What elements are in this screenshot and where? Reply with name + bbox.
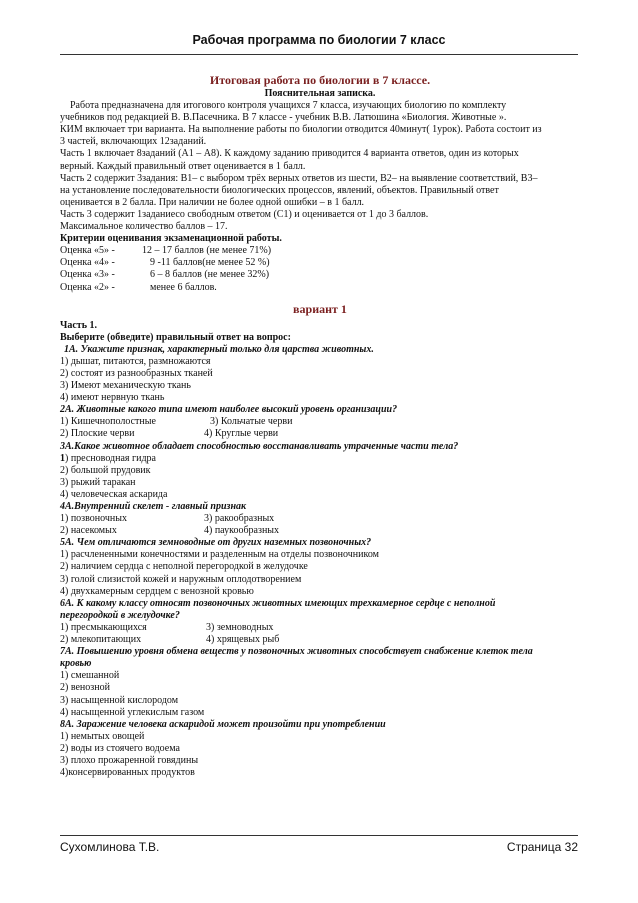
footer-author: Сухомлинова Т.В.	[60, 840, 160, 854]
answer-option: 3) голой слизистой кожей и наружным оплодотворением	[60, 573, 302, 585]
answer-option: 1) немытых овощей	[60, 730, 145, 742]
answer-option: 2) воды из стоячего водоема	[60, 742, 180, 754]
answer-option: 2) Плоские черви	[60, 428, 135, 440]
question-7: 7А. Повышению уровня обмена веществ у позвоночных животных способствует снабжение клеток тела	[60, 646, 533, 658]
question-4: 4А.Внутренний скелет - главный признак	[60, 501, 247, 512]
answer-option: 3) ракообразных	[204, 513, 275, 525]
answer-row	[60, 416, 580, 428]
question-6-cont: перегородкой в желудочке?	[60, 609, 180, 621]
answer-option: 3) насыщенной кислородом	[60, 694, 179, 706]
answer-option: 2) большой прудовик	[60, 464, 151, 476]
instruction: Выберите (обведите) правильный ответ на вопрос:	[60, 331, 291, 343]
footer-page-number: Страница 32	[506, 840, 578, 854]
answer-option: 2) состоят из разнообразных тканей	[60, 367, 213, 379]
answer-option: 4) паукообразных	[204, 525, 280, 537]
intro-line: 3 частей, включающих 12заданий.	[60, 136, 207, 148]
question-5: 5А. Чем отличаются земноводные от других наземных позвоночных?	[60, 537, 372, 549]
answer-option: 4) хрящевых рыб	[206, 634, 280, 646]
page-header: Рабочая программа по биологии 7 класс	[192, 33, 446, 47]
intro-line: Часть 1 включает 8заданий (А1 – А8). К каждому заданию приводится 4 варианта ответов, один из которых	[60, 148, 519, 160]
grade-range: менее 6 баллов.	[150, 281, 217, 293]
question-7-cont: кровью	[60, 658, 92, 670]
answer-option: 1) позвоночных	[60, 513, 127, 525]
part-heading: Часть 1.	[60, 319, 97, 331]
answer-option: 3) земноводных	[206, 621, 274, 633]
grade-label: Оценка «3» -	[60, 269, 115, 281]
question-8: 8А. Заражение человека аскаридой может произойти при употреблении	[60, 718, 386, 730]
grade-label: Оценка «5» -	[60, 245, 115, 257]
document-subtitle: Пояснительная записка.	[264, 88, 376, 99]
intro-line: Часть 3 содержит 1заданиесо свободным ответом (С1) и оценивается от 1 до 3 баллов.	[60, 208, 429, 220]
grade-range: 6 – 8 баллов (не менее 32%)	[150, 269, 270, 281]
answer-option: 2) венозной	[60, 682, 110, 694]
answer-row	[60, 622, 580, 634]
answer-option: 4)консервированных продуктов	[60, 767, 195, 779]
intro-line: Работа предназначена для итогового контроля учащихся 7 класса, изучающих биологию по комплекту	[70, 100, 507, 112]
answer-option: 3) плохо прожаренной говядины	[60, 754, 199, 766]
intro-line: Часть 2 содержит 3задания: В1– с выбором трёх верных ответов из шести, В2– на выявление соответствий, В3–	[60, 172, 538, 184]
question-6: 6А. К какому классу относят позвоночных животных имеющих трехкамерное сердце с неполной	[60, 597, 496, 609]
answer-row	[60, 525, 580, 537]
answer-option: 2) насекомых	[60, 525, 117, 537]
grade-label: Оценка «4» -	[60, 257, 115, 269]
answer-text: ) пресноводная гидра	[65, 452, 156, 464]
criteria-title: Критерии оценивания экзаменационной работы.	[60, 233, 282, 245]
answer-row	[60, 428, 580, 440]
grade-row	[60, 245, 580, 257]
answer-option: 1) пресмыкающихся	[60, 621, 147, 633]
intro-line: КИМ включает три варианта. На выполнение работы по биологии отводится 40минут( 1урок). Работа состоит из	[60, 124, 542, 136]
intro-line: оценивается в 2 балла. При наличии не более одной ошибки – в 1 балл.	[60, 196, 365, 208]
document-title: Итоговая работа по биологии в 7 классе.	[209, 73, 431, 87]
answer-row	[60, 634, 580, 646]
answer-option: 4) двухкамерным сердцем с венозной кровью	[60, 585, 254, 597]
answer-option: 4) Круглые черви	[204, 428, 279, 440]
answer-option: 4) человеческая аскарида	[60, 488, 168, 500]
intro-line: Максимальное количество баллов – 17.	[60, 221, 228, 233]
grade-row	[60, 269, 580, 281]
grade-range: 12 – 17 баллов (не менее 71%)	[142, 245, 272, 257]
page-content	[60, 72, 580, 779]
question-1: 1А. Укажите признак, характерный только для царства животных.	[64, 343, 374, 355]
question-3: 3А.Какое животное обладает способностью восстанавливать утраченные части тела?	[60, 440, 459, 452]
answer-option: 1) Кишечнополостные	[60, 416, 156, 428]
footer-divider	[60, 835, 578, 836]
answer-option: 2) млекопитающих	[60, 634, 142, 646]
question-2: 2А. Животные какого типа имеют наиболее высокий уровень организации?	[60, 404, 398, 416]
grade-label: Оценка «2» -	[60, 281, 115, 293]
answer-option: 3) Имеют механическую ткань	[60, 380, 191, 392]
answer-option: 1) дышат, питаются, размножаются	[60, 355, 211, 367]
answer-option: 1) смешанной	[60, 670, 120, 682]
answer-option: 1) расчлененными конечностями и разделенным на отделы позвоночником	[60, 549, 379, 561]
answer-option	[60, 453, 580, 465]
header-divider	[60, 54, 578, 55]
answer-row	[60, 513, 580, 525]
intro-line: на установление последовательности биологических процессов, явлений, объектов. Правильный ответ	[60, 184, 499, 196]
intro-line: верный. Каждый правильный ответ оценивается в 1 балл.	[60, 160, 306, 172]
variant-heading: вариант 1	[293, 301, 347, 316]
grade-range: 9 -11 баллов(не менее 52 %)	[150, 257, 270, 269]
answer-number: 1	[60, 452, 65, 464]
intro-line: учебников под редакцией В. В.Пасечника. В 7 классе - учебник В.В. Латюшина «Биология. Животные ».	[60, 112, 507, 124]
answer-option: 4) имеют нервную ткань	[60, 392, 165, 404]
grade-row	[60, 282, 580, 294]
answer-option: 3) рыжий таракан	[60, 476, 136, 488]
answer-option: 2) наличием сердца с неполной перегородкой в желудочке	[60, 561, 308, 573]
grade-row	[60, 257, 580, 269]
answer-option: 4) насыщенной углекислым газом	[60, 706, 205, 718]
answer-option: 3) Кольчатые черви	[210, 416, 293, 428]
